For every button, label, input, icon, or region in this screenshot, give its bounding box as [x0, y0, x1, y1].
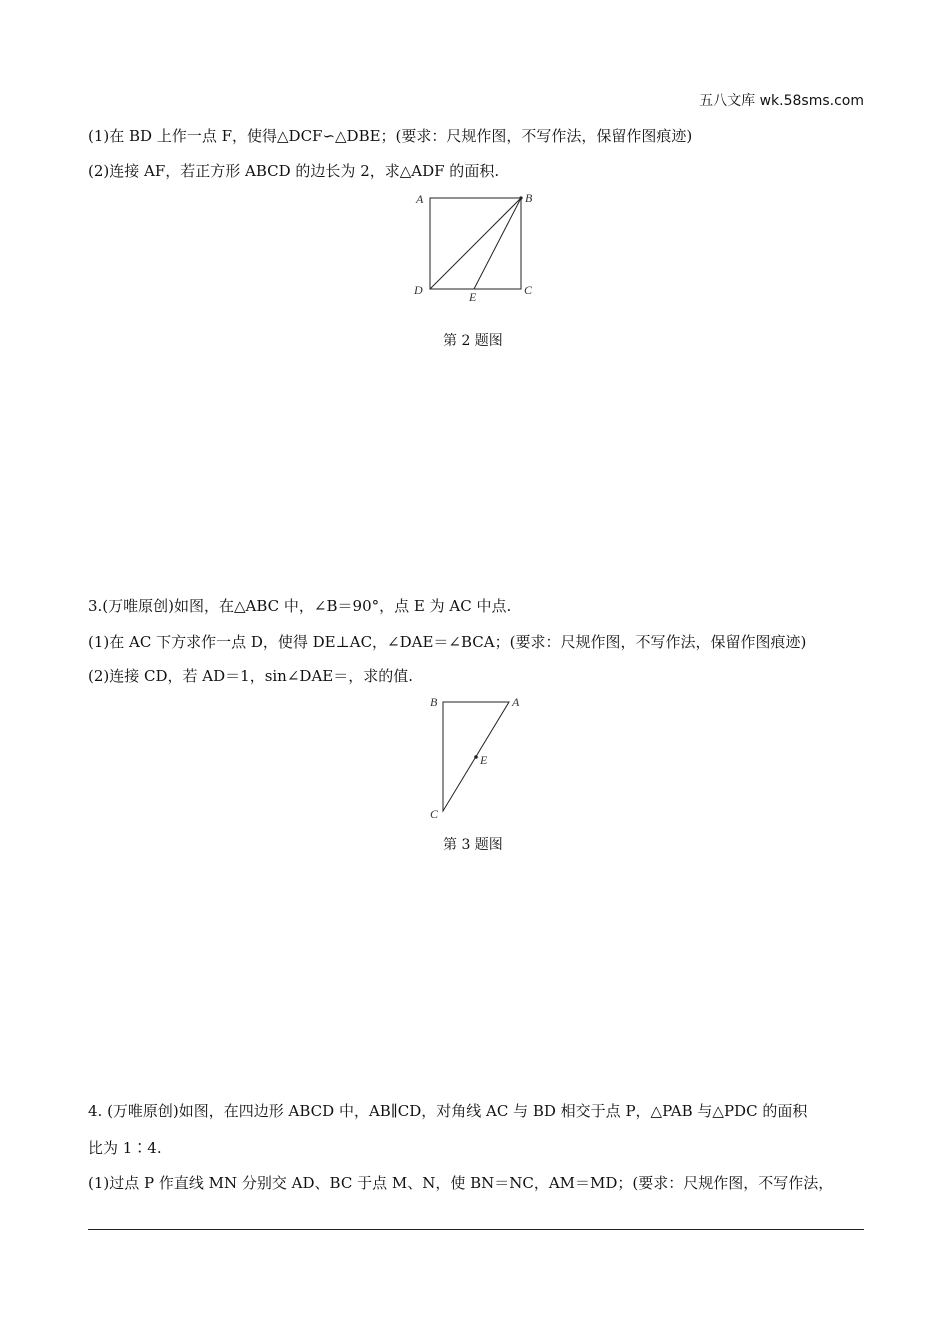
label-a: A	[416, 192, 424, 206]
q4-part1: (1)过点 P 作直线 MN 分别交 AD、BC 于点 M、N，使 BN＝NC，AM＝MD；(要求：尺规作图，不写作法，	[88, 1174, 834, 1192]
watermark: 五八文库 wk.58sms.com	[699, 93, 864, 109]
q4-stem-line2: 比为 1∶4.	[88, 1139, 162, 1157]
point-e	[474, 755, 478, 759]
segment-bd	[430, 198, 521, 289]
label-e: E	[469, 290, 477, 304]
label-e: E	[480, 753, 488, 767]
footer-rule	[88, 1229, 864, 1230]
label-d: D	[414, 283, 423, 297]
label-b: B	[430, 695, 438, 709]
q2-part1: (1)在 BD 上作一点 F，使得△DCF∽△DBE；(要求：尺规作图，不写作法，保留作图痕迹)	[88, 127, 693, 145]
q2-part2: (2)连接 AF，若正方形 ABCD 的边长为 2，求△ADF 的面积.	[88, 162, 500, 180]
label-a: A	[512, 695, 520, 709]
q3-part2: (2)连接 CD，若 AD＝1，sin∠DAE＝，求的值.	[88, 667, 413, 685]
point-b	[519, 196, 522, 199]
label-c: C	[524, 283, 533, 297]
q3-caption: 第 3 题图	[443, 837, 503, 853]
q3-part1: (1)在 AC 下方求作一点 D，使得 DE⊥AC，∠DAE＝∠BCA；(要求：尺规作图，不写作法，保留作图痕迹)	[88, 633, 807, 651]
label-b: B	[525, 191, 533, 205]
q4-stem-line1: 4. (万唯原创)如图，在四边形 ABCD 中，AB∥CD，对角线 AC 与 BD 相交于点 P，△PAB 与△PDC 的面积	[88, 1102, 808, 1120]
q2-caption: 第 2 题图	[443, 333, 503, 349]
q3-stem: 3.(万唯原创)如图，在△ABC 中，∠B＝90°，点 E 为 AC 中点.	[88, 597, 512, 615]
segment-be	[474, 198, 521, 289]
q2-figure	[405, 188, 545, 308]
q3-figure	[420, 690, 540, 825]
label-c: C	[430, 807, 439, 821]
